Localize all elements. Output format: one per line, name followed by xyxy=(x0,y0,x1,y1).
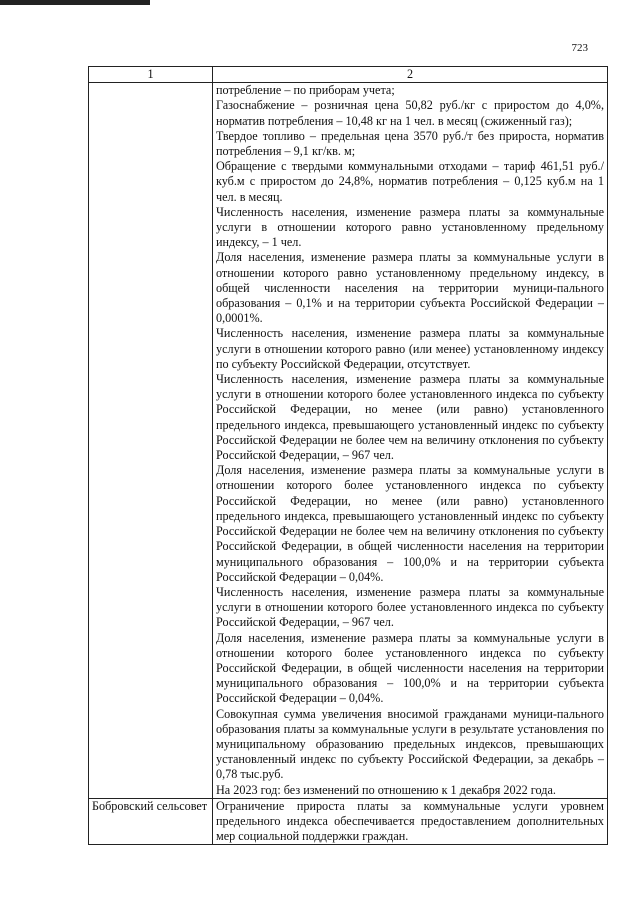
description-cell xyxy=(213,798,608,845)
table-row xyxy=(89,83,608,799)
paragraph: Обращение с твердыми коммунальными отходами – тариф 461,51 руб./куб.м с приростом до 24,8%, норматив потребления – 0,125 куб.м на 1 чел. в месяц. xyxy=(216,159,604,204)
municipality-cell: Бобровский сельсовет xyxy=(89,798,213,845)
paragraph: Твердое топливо – предельная цена 3570 руб./т без прироста, норматив потребления – 9,1 кг/кв. м; xyxy=(216,128,604,159)
paragraph: Численность населения, изменение размера платы за коммунальные услуги в отношении которого равно установленному предельному индексу, – 1 чел. xyxy=(216,204,604,250)
paragraph: Численность населения, изменение размера платы за коммунальные услуги в отношении которого более установленного индекса по субъекту Российской Федерации, – 967 чел. xyxy=(216,584,604,630)
paragraph: Численность населения, изменение размера платы за коммунальные услуги в отношении которого более установленного индекса по субъекту Российской Федерации, но менее (или равно) установленного предельного индекса, превышающего установленный индекс по субъекту Российской Федерации не более чем на величину отклонения по субъекту Российской Федерации, – 967 чел. xyxy=(216,372,604,463)
paragraph: Совокупная сумма увеличения вносимой гражданами муници-пального образования платы за коммунальные услуги в результате установления по муниципальному образованию предельных индексов, превышающих установленный индекс по субъекту Российской Федерации, за декабрь – 0,78 тыс.руб. xyxy=(216,706,604,782)
description-cell xyxy=(213,83,608,799)
tariff-table xyxy=(88,66,608,845)
paragraph: Доля населения, изменение размера платы за коммунальные услуги в отношении которого более установленного индекса по субъекту Российской Федерации, но менее (или равно) установленного предельного индекса, превышающего установленный индекс по субъекту Российской Федерации не более чем на величину отклонения по субъекту Российской Федерации, в общей численности населения на территории муниципального образования – 100,0% и на территории субъекта Российской Федерации – 0,04%. xyxy=(216,463,604,584)
paragraph: Ограничение прироста платы за коммунальные услуги уровнем предельного индекса обеспечивается предоставлением дополнительных мер социальной поддержки граждан. xyxy=(216,798,604,844)
top-rule xyxy=(0,0,150,5)
column-header-2: 2 xyxy=(213,67,608,83)
paragraph: Доля населения, изменение размера платы за коммунальные услуги в отношении которого равно установленному предельному индексу, в общей численности населения на территории муници-пального образования – 0,1% и на территории субъекта Российской Федерации – 0,0001%. xyxy=(216,250,604,326)
table-row xyxy=(89,798,608,845)
column-header-1: 1 xyxy=(89,67,213,83)
page-number: 723 xyxy=(571,42,588,54)
paragraph: Доля населения, изменение размера платы за коммунальные услуги в отношении которого более установленного индекса по субъекту Российской Федерации, в общей численности населения на территории муниципального образования – 100,0% и на территории субъекта Российской Федерации – 0,04%. xyxy=(216,630,604,706)
paragraph: Газоснабжение – розничная цена 50,82 руб./кг с приростом до 4,0%, норматив потребления – 10,48 кг на 1 чел. в месяц (сжиженный газ); xyxy=(216,98,604,128)
paragraph: потребление – по приборам учета; xyxy=(216,83,395,98)
paragraph: На 2023 год: без изменений по отношению к 1 декабря 2022 года. xyxy=(216,782,556,797)
table-header-row xyxy=(89,67,608,83)
paragraph: Численность населения, изменение размера платы за коммунальные услуги в отношении которого равно (или менее) установленному индексу по субъекту Российской Федерации, отсутствует. xyxy=(216,326,604,371)
municipality-cell xyxy=(89,83,213,799)
